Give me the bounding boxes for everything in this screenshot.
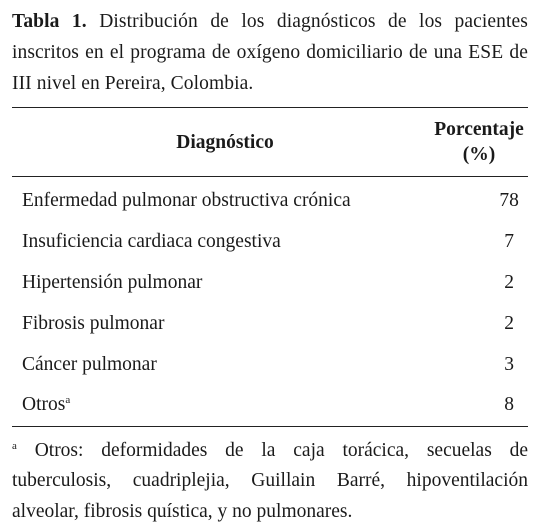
table-row bbox=[12, 344, 528, 385]
row-diagnosis: Enfermedad pulmonar obstructiva crónica bbox=[22, 190, 351, 212]
table-row bbox=[12, 263, 528, 304]
row-diagnosis: Hipertensión pulmonar bbox=[22, 271, 203, 293]
table-row bbox=[12, 385, 528, 426]
row-percentage: 8 bbox=[504, 394, 514, 416]
diagnosis-table bbox=[12, 108, 528, 176]
table-row bbox=[12, 303, 528, 344]
header-percentage-line1: Porcentaje bbox=[434, 119, 524, 140]
row-percentage: 3 bbox=[504, 353, 514, 375]
table-header-row bbox=[12, 108, 528, 176]
diagnosis-table-body bbox=[12, 177, 528, 426]
header-percentage-line2: (%) bbox=[462, 144, 496, 165]
caption-label: Tabla 1. bbox=[12, 11, 87, 32]
header-percentage bbox=[430, 108, 528, 176]
row-diagnosis: Insuficiencia cardiaca congestiva bbox=[22, 231, 281, 253]
table-row bbox=[12, 177, 528, 222]
caption-text: Distribución de los diagnósticos de los pacientes inscritos en el programa de oxígeno domiciliario de una ESE de III nivel en Pereira, Colombia. bbox=[12, 11, 528, 94]
row-diagnosis bbox=[12, 385, 440, 426]
row-diagnosis-text: Otros bbox=[22, 394, 66, 416]
footnote-marker: a bbox=[12, 439, 17, 452]
row-percentage: 2 bbox=[504, 271, 514, 293]
row-diagnosis: Cáncer pulmonar bbox=[22, 353, 157, 375]
table-caption bbox=[12, 0, 528, 99]
row-percentage: 78 bbox=[499, 190, 519, 212]
table-row bbox=[12, 222, 528, 263]
row-percentage: 7 bbox=[504, 231, 514, 253]
footnote-marker: a bbox=[65, 394, 71, 407]
header-diagnosis: Diagnóstico bbox=[176, 131, 274, 153]
footnote-text: Otros: deformidades de la caja torácica, secuelas de tuberculosis, cuadriplejia, Guillain Barré, hipoventilación alveolar, fibrosis quística, y no pulmonares. bbox=[12, 439, 528, 522]
row-percentage: 2 bbox=[504, 312, 514, 334]
row-diagnosis: Fibrosis pulmonar bbox=[22, 312, 165, 334]
table-footnote bbox=[12, 427, 528, 528]
